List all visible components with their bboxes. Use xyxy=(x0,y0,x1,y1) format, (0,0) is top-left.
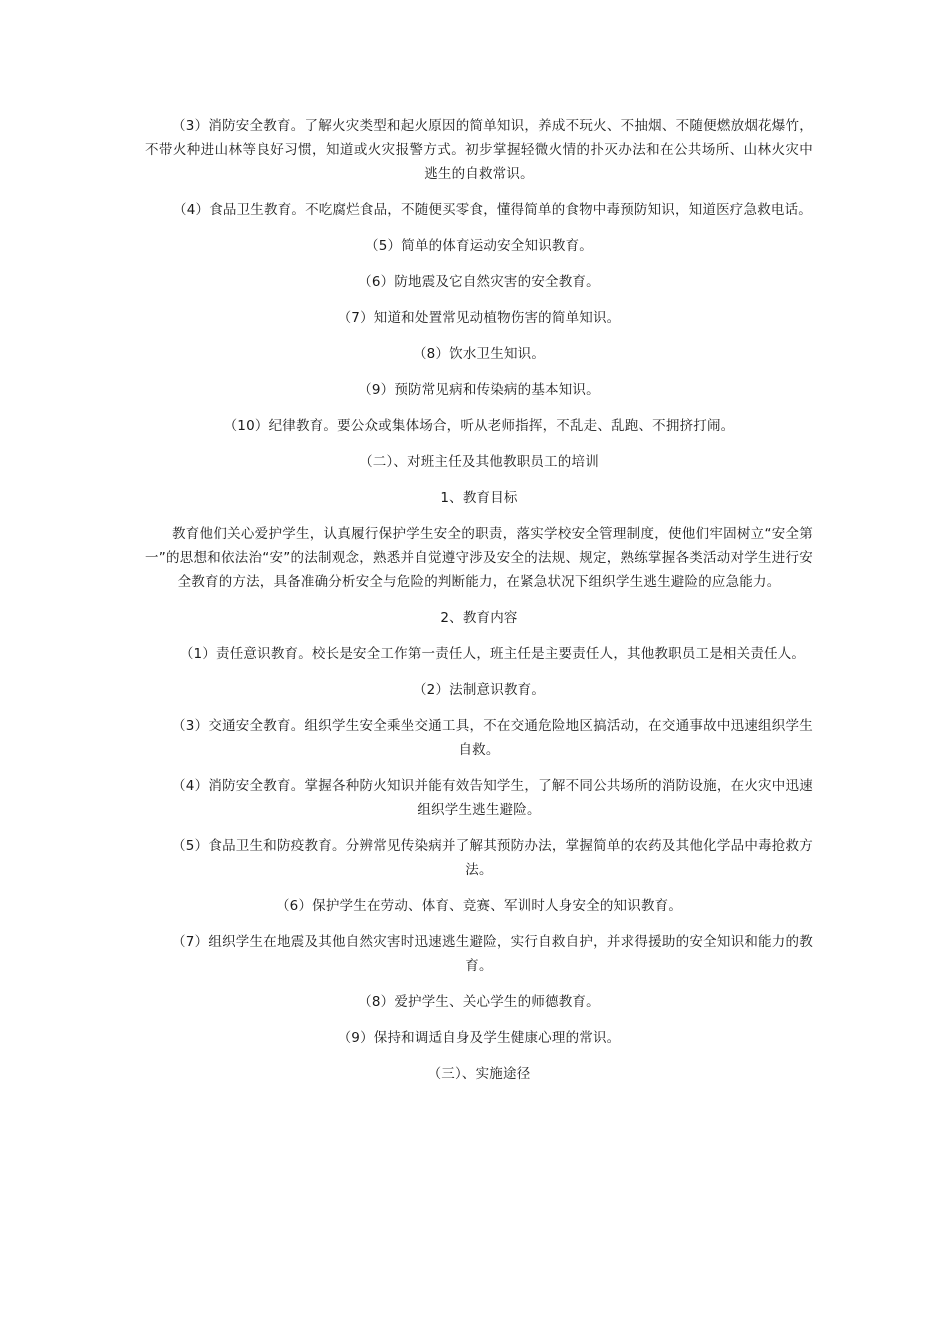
subheading-content: 2、教育内容 xyxy=(440,610,518,626)
paragraph-fire-staff: （4）消防安全教育。掌握各种防火知识并能有效告知学生，了解不同公共场所的消防设施，在火灾中迅速组织学生逃生避险。 xyxy=(172,778,813,818)
paragraph-protect-students: （6）保护学生在劳动、体育、竞赛、军训时人身安全的知识教育。 xyxy=(275,898,683,914)
section-heading-staff-training: （二）、对班主任及其他教职员工的培训 xyxy=(359,454,599,470)
paragraph-fire-safety: （3）消防安全教育。了解火灾类型和起火原因的简单知识，养成不玩火、不抽烟、不随便燃放烟花爆竹，不带火种进山林等良好习惯，知道或火灾报警方式。初步掌握轻微火情的扑灭办法和在公共场所、山林火灾中逃生的自救常识。 xyxy=(145,118,813,182)
paragraph-goal-body: 教育他们关心爱护学生，认真履行保护学生安全的职责，落实学校安全管理制度，使他们牢固树立“安全第一”的思想和依法治“安”的法制观念，熟悉并自觉遵守涉及安全的法规、规定，熟练掌握各类活动对学生进行安全教育的方法，具备准确分析安全与危险的判断能力，在紧急状况下组织学生逃生避险的应急能力。 xyxy=(145,526,813,590)
paragraph-disease: （9）预防常见病和传染病的基本知识。 xyxy=(358,382,600,398)
paragraph-disaster-escape: （7）组织学生在地震及其他自然灾害时迅速逃生避险，实行自救自护，并求得援助的安全知识和能力的教育。 xyxy=(172,934,813,974)
section-heading-implementation: （三）、实施途径 xyxy=(427,1066,531,1082)
document-page xyxy=(145,114,813,1086)
paragraph-legal: （2）法制意识教育。 xyxy=(412,682,546,698)
paragraph-mental-health: （9）保持和调适自身及学生健康心理的常识。 xyxy=(337,1030,621,1046)
paragraph-traffic: （3）交通安全教育。组织学生安全乘坐交通工具，不在交通危险地区搞活动，在交通事故中迅速组织学生自救。 xyxy=(172,718,813,758)
paragraph-sports-safety: （5）简单的体育运动安全知识教育。 xyxy=(365,238,593,254)
paragraph-water-hygiene: （8）饮水卫生知识。 xyxy=(412,346,546,362)
paragraph-animal-plant: （7）知道和处置常见动植物伤害的简单知识。 xyxy=(337,310,621,326)
subheading-goal: 1、教育目标 xyxy=(440,490,518,506)
paragraph-food-epidemic: （5）食品卫生和防疫教育。分辨常见传染病并了解其预防办法，掌握简单的农药及其他化学品中毒抢救方法。 xyxy=(172,838,813,878)
paragraph-ethics: （8）爱护学生、关心学生的师德教育。 xyxy=(358,994,600,1010)
paragraph-discipline: （10）纪律教育。要公众或集体场合，听从老师指挥，不乱走、乱跑、不拥挤打闹。 xyxy=(223,418,735,434)
paragraph-responsibility: （1）责任意识教育。校长是安全工作第一责任人，班主任是主要责任人，其他教职员工是相关责任人。 xyxy=(179,646,806,662)
paragraph-earthquake: （6）防地震及它自然灾害的安全教育。 xyxy=(358,274,600,290)
paragraph-food-hygiene: （4）食品卫生教育。不吃腐烂食品，不随便买零食，懂得简单的食物中毒预防知识，知道医疗急救电话。 xyxy=(173,202,812,218)
